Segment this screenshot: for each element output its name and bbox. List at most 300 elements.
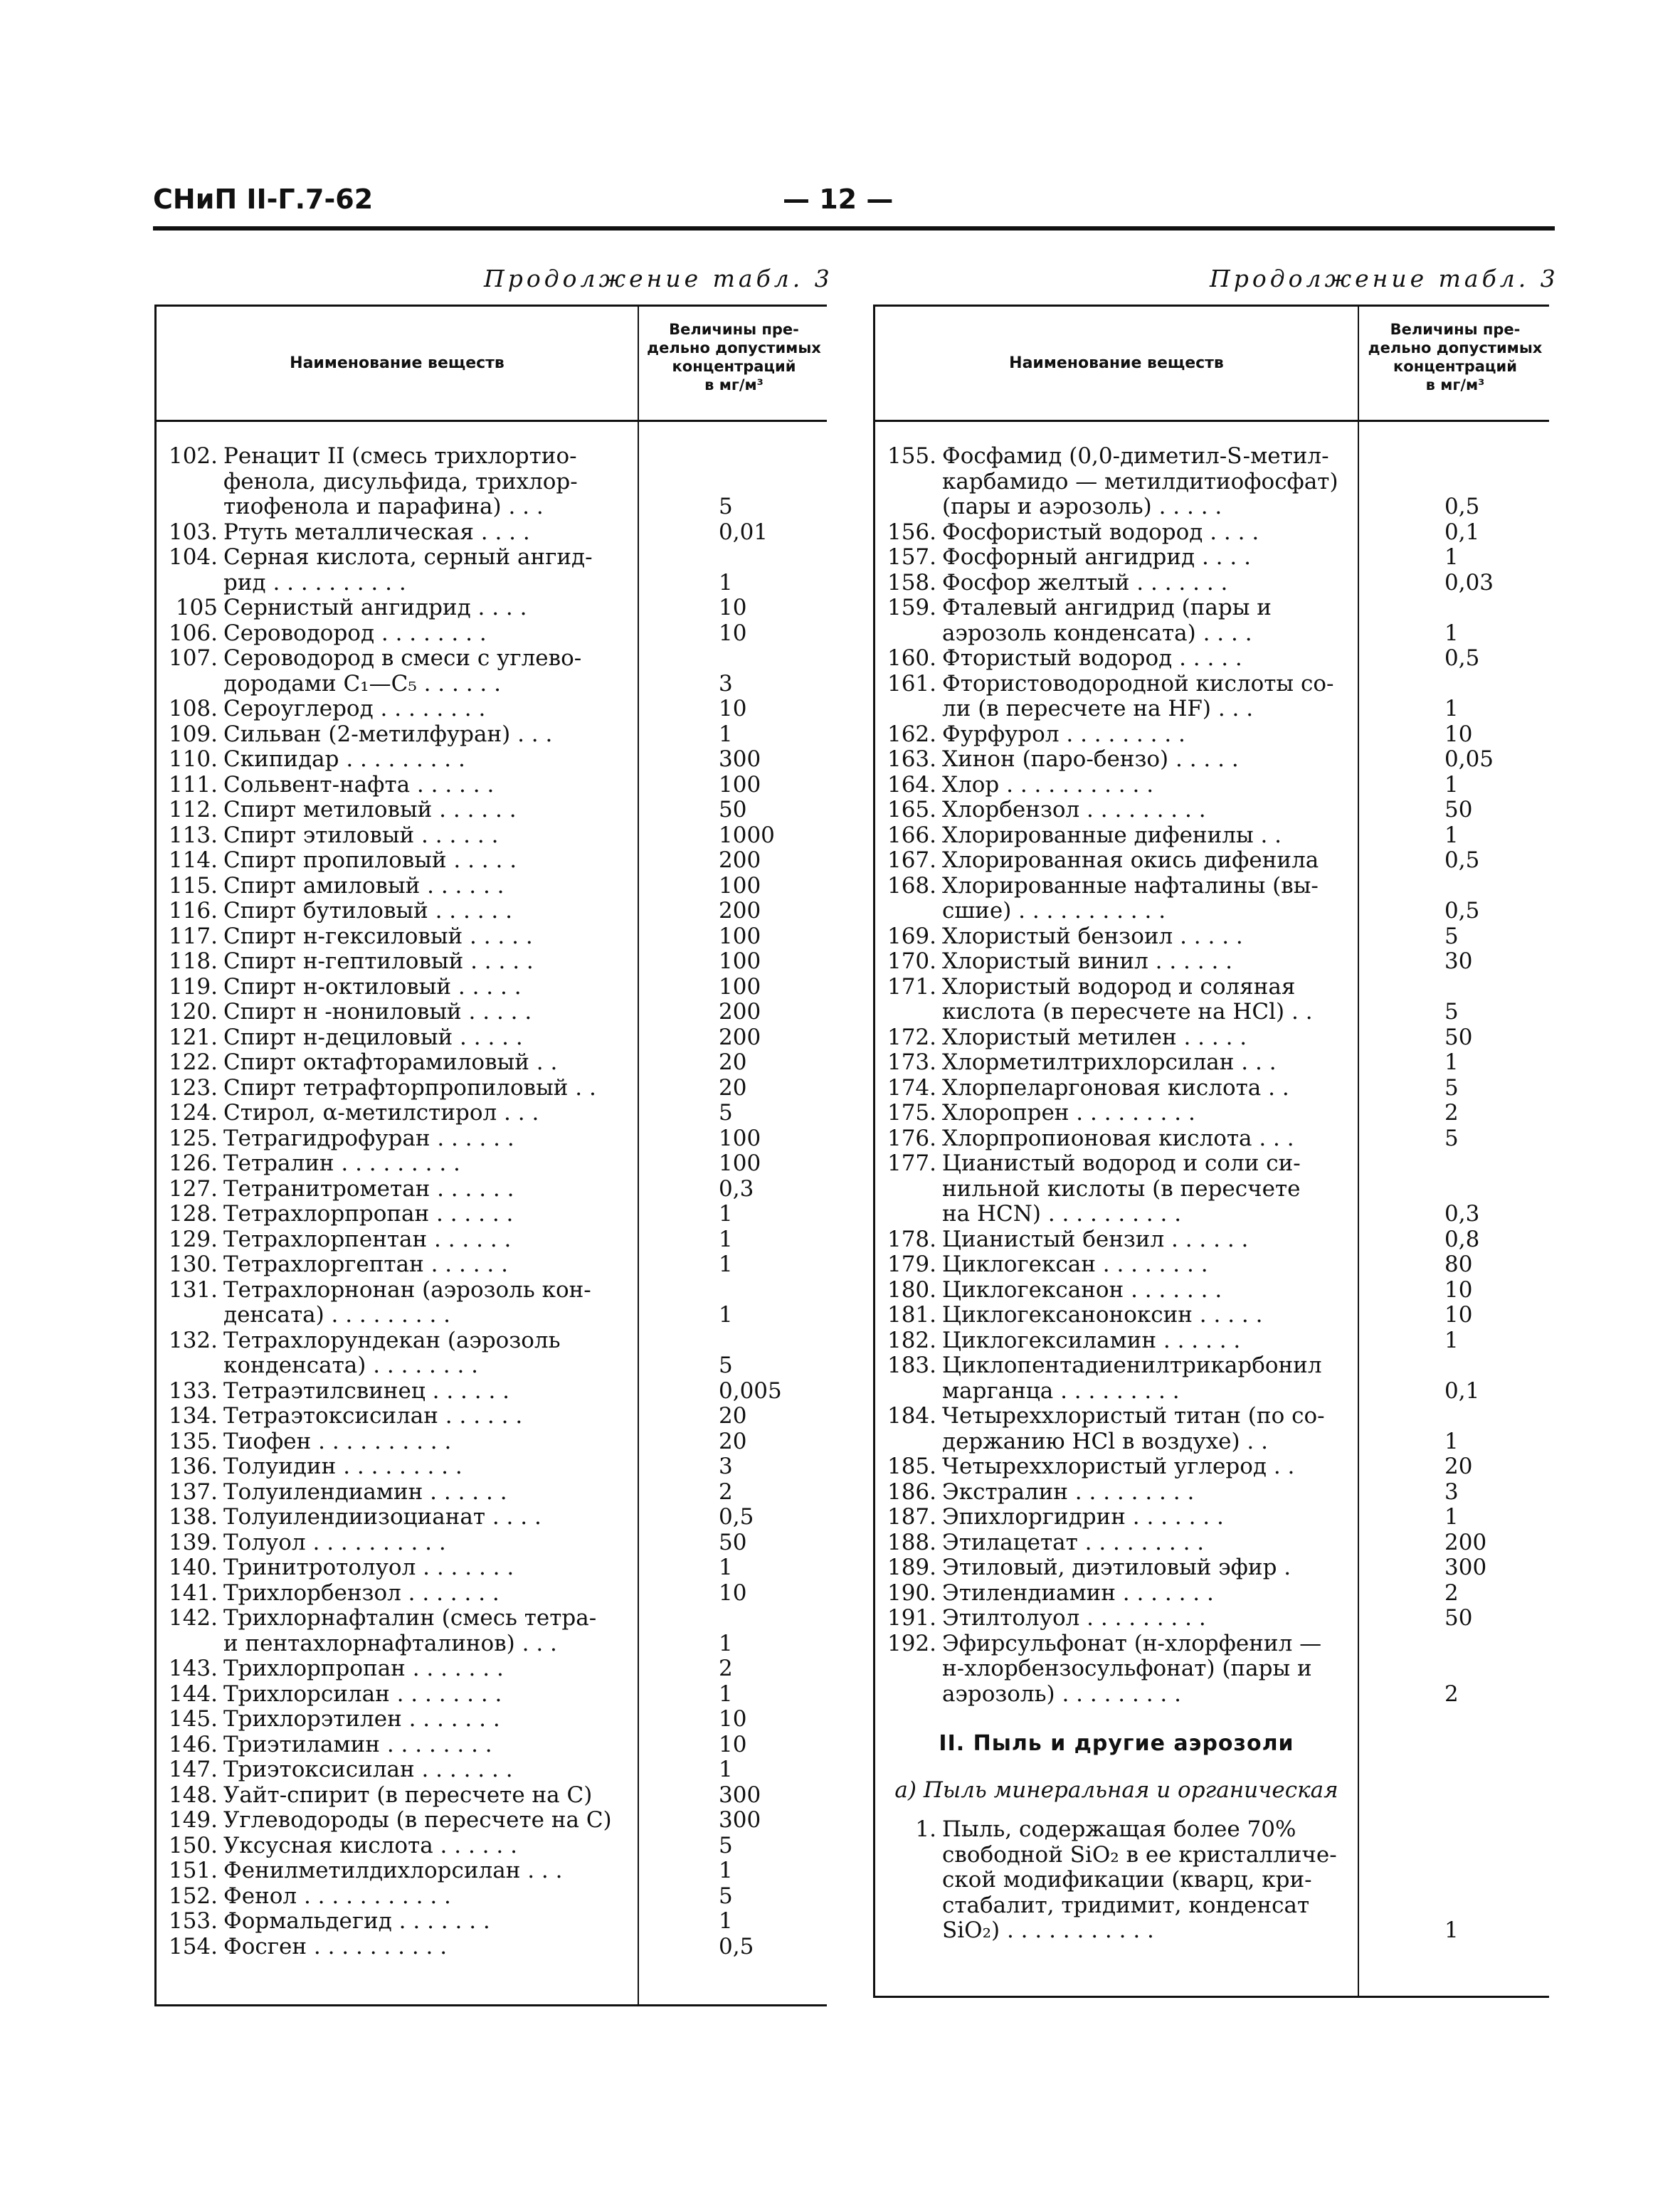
table-row (157, 1151, 827, 1177)
substance-name (223, 444, 630, 520)
substance-name-line: Ренацит II (смесь трихлортио- (223, 444, 577, 469)
table-row (157, 747, 827, 773)
substance-name (223, 1783, 630, 1809)
concentration-value: 1 (1444, 1049, 1459, 1075)
concentration-value: 1 (719, 1226, 733, 1252)
row-number: 126. (168, 1150, 218, 1176)
concentration-value: 10 (1444, 1276, 1473, 1303)
concentration-value: 0,5 (1444, 847, 1480, 873)
substance-name-line: аэрозоль конденсата) . . . . (942, 620, 1252, 646)
substance-name-line: Хлор . . . . . . . . . . . (942, 772, 1154, 798)
row-number: 110. (168, 746, 218, 772)
concentration-value: 300 (719, 1807, 761, 1833)
concentration-value: 1 (719, 721, 733, 747)
substance-name (223, 1328, 630, 1379)
table-frame (873, 305, 1549, 1998)
substance-name (942, 773, 1349, 798)
row-number: 131. (168, 1276, 218, 1303)
table-row (875, 1076, 1549, 1101)
substance-name-line: Циклопентадиенилтрикарбонил (942, 1353, 1322, 1378)
table-row (875, 1278, 1549, 1303)
substance-name-line: Хлористый винил . . . . . . (942, 949, 1233, 974)
row-number: 123. (168, 1074, 218, 1101)
row-number: 107. (168, 645, 218, 671)
substance-name (942, 1101, 1349, 1126)
header-value-line: Величины пре- (1390, 321, 1521, 338)
substance-name-line: Хлорированные дифенилы . . (942, 822, 1282, 848)
substance-name-line: рид . . . . . . . . . . (223, 570, 406, 596)
concentration-value: 3 (719, 1454, 733, 1479)
substance-name-line: Хинон (паро-бензо) . . . . . (942, 747, 1239, 772)
table-row (157, 1505, 827, 1530)
row-number: 136. (168, 1454, 218, 1479)
substance-name (942, 1404, 1349, 1454)
substance-name-line: н-хлорбензосульфонат) (пары и (942, 1656, 1312, 1681)
row-number: 173. (887, 1049, 936, 1075)
table-row (157, 975, 827, 1000)
table-row (157, 1101, 827, 1126)
substance-name (223, 899, 630, 924)
row-number: 179. (887, 1252, 936, 1277)
substance-name-line: SiO₂) . . . . . . . . . . . (942, 1918, 1154, 1943)
concentration-value: 5 (1444, 1074, 1459, 1101)
substance-name (942, 1328, 1349, 1354)
concentration-value: 0,5 (719, 1933, 754, 1959)
substance-name-line: Толуол . . . . . . . . . . (223, 1530, 446, 1555)
table-header-rule (157, 420, 827, 422)
substance-name-line: аэрозоль) . . . . . . . . . (942, 1681, 1181, 1707)
concentration-value: 100 (719, 1150, 761, 1176)
row-number: 105 (175, 595, 218, 620)
substance-name (223, 520, 630, 546)
substance-name-line: Тетранитрометан . . . . . . (223, 1176, 514, 1202)
concentration-value: 1 (1444, 620, 1459, 646)
row-number: 163. (887, 746, 936, 772)
substance-name-line: Формальдегид . . . . . . . (223, 1909, 490, 1934)
concentration-value: 300 (719, 1782, 761, 1808)
substance-name (942, 1353, 1349, 1404)
substance-name-line: Хлорбензол . . . . . . . . . (942, 798, 1206, 822)
table-row (157, 1025, 827, 1051)
table-row (157, 874, 827, 899)
substance-name-line: Фосфор желтый . . . . . . . (942, 570, 1228, 596)
table-row (157, 1757, 827, 1783)
table-row (875, 798, 1549, 823)
table-row (157, 1858, 827, 1884)
row-number: 167. (887, 847, 936, 873)
substance-name (223, 1151, 630, 1177)
substance-name-line: Цианистый бензил . . . . . . (942, 1227, 1249, 1252)
substance-name-line: Триэтоксисилан . . . . . . . (223, 1757, 513, 1782)
substance-name (942, 1227, 1349, 1253)
table-row (875, 1303, 1549, 1328)
substance-name-line: и пентахлорнафталинов) . . . (223, 1631, 557, 1656)
concentration-value: 1 (719, 1630, 733, 1656)
substance-name-line: Спирт н-гептиловый . . . . . (223, 949, 534, 974)
row-number: 1. (915, 1816, 936, 1842)
row-number: 168. (887, 872, 936, 899)
substance-name-line: Хлорметилтрихлорсилан . . . (942, 1050, 1277, 1075)
concentration-value: 1 (719, 1858, 733, 1883)
table-row (157, 444, 827, 520)
table-row (157, 1227, 827, 1253)
row-number: 113. (168, 822, 218, 848)
table-row (875, 975, 1549, 1025)
table-row (875, 823, 1549, 849)
row-number: 154. (168, 1933, 218, 1959)
substance-name (942, 596, 1349, 646)
substance-name (942, 848, 1349, 874)
substance-name (223, 1126, 630, 1152)
row-number: 111. (168, 771, 218, 798)
substance-name (223, 1884, 630, 1910)
substance-name (223, 545, 630, 596)
row-number: 128. (168, 1201, 218, 1227)
table-row (157, 899, 827, 924)
substance-name (942, 874, 1349, 924)
substance-name-line: Трихлорсилан . . . . . . . . (223, 1681, 502, 1707)
concentration-value: 200 (719, 847, 761, 873)
row-number: 160. (887, 645, 936, 671)
substance-name-line: Спирт амиловый . . . . . . (223, 873, 504, 899)
row-number: 184. (887, 1403, 936, 1429)
row-number: 166. (887, 822, 936, 848)
row-number: 150. (168, 1832, 218, 1858)
concentration-value: 80 (1444, 1252, 1473, 1277)
table-top-rule (875, 305, 1549, 307)
concentration-value: 2 (719, 1478, 733, 1505)
table-row (875, 1025, 1549, 1051)
row-number: 132. (168, 1327, 218, 1353)
substance-name-line: Толуидин . . . . . . . . . (223, 1454, 463, 1479)
table-row (157, 1884, 827, 1910)
table-row (157, 1480, 827, 1506)
substance-name (942, 1631, 1349, 1708)
row-number: 108. (168, 696, 218, 721)
row-number: 144. (168, 1681, 218, 1707)
table-row (157, 1581, 827, 1607)
substance-name-line: Уайт-спирит (в пересчете на С) (223, 1782, 593, 1808)
substance-name-line: Спирт октафторамиловый . . (223, 1050, 558, 1075)
concentration-value: 50 (719, 1529, 747, 1555)
concentration-value: 5 (1444, 999, 1459, 1025)
substance-name-line: Этилендиамин . . . . . . . (942, 1580, 1214, 1606)
row-number: 153. (168, 1908, 218, 1934)
substance-name-line: Хлорированная окись дифенила (942, 848, 1319, 873)
row-number: 142. (168, 1605, 218, 1631)
row-number: 169. (887, 923, 936, 949)
substance-name (942, 949, 1349, 975)
header-name-column: Наименование веществ (1009, 354, 1224, 372)
concentration-value: 1 (719, 1252, 733, 1277)
concentration-value: 0,03 (1444, 569, 1494, 596)
concentration-value: 1000 (719, 822, 775, 848)
table-row (875, 1328, 1549, 1354)
table-row (875, 1505, 1549, 1530)
substance-name-line: конденсата) . . . . . . . . (223, 1353, 479, 1378)
substance-name-line: Уксусная кислота . . . . . . (223, 1833, 517, 1858)
table-row (157, 823, 827, 849)
table-top-rule (157, 305, 827, 307)
row-number: 109. (168, 721, 218, 747)
substance-name (942, 520, 1349, 546)
substance-name (942, 1126, 1349, 1152)
substance-name (223, 1682, 630, 1708)
substance-name-line: Хлористый бензоил . . . . . (942, 924, 1243, 949)
substance-name-line: Трихлорпропан . . . . . . . (223, 1656, 504, 1681)
substance-name (223, 1379, 630, 1404)
substance-name (223, 1757, 630, 1783)
substance-name-line: Скипидар . . . . . . . . . (223, 747, 465, 772)
row-number: 139. (168, 1529, 218, 1555)
table-row (157, 1909, 827, 1935)
table-row (157, 722, 827, 748)
concentration-value: 100 (719, 923, 761, 949)
substance-name-line: марганца . . . . . . . . . (942, 1378, 1180, 1404)
table-row (157, 1076, 827, 1101)
substance-name (942, 1555, 1349, 1581)
row-number: 121. (168, 1024, 218, 1050)
concentration-value: 20 (719, 1049, 747, 1075)
concentration-value: 1 (1444, 696, 1459, 721)
section-title: II. Пыль и другие аэрозоли (939, 1731, 1294, 1756)
row-number: 130. (168, 1252, 218, 1277)
substance-name-line: держанию HCl в воздухе) . . (942, 1429, 1268, 1454)
substance-name-line: Спирт тетрафторпропиловый . . (223, 1075, 596, 1101)
substance-name (942, 1252, 1349, 1278)
concentration-value: 20 (719, 1074, 747, 1101)
concentration-value: 0,3 (1444, 1201, 1480, 1227)
row-number: 127. (168, 1175, 218, 1202)
row-number: 141. (168, 1580, 218, 1606)
row-number: 186. (887, 1478, 936, 1505)
row-number: 177. (887, 1150, 936, 1176)
substance-name (223, 722, 630, 748)
row-number: 180. (887, 1276, 936, 1303)
row-number: 118. (168, 948, 218, 974)
substance-name (942, 1076, 1349, 1101)
row-number: 106. (168, 620, 218, 646)
concentration-value: 300 (1444, 1555, 1487, 1580)
substance-name-line: Спирт метиловый . . . . . . (223, 798, 517, 822)
table-row (875, 924, 1549, 950)
substance-name (942, 1025, 1349, 1051)
header-value-line: Величины пре- (669, 321, 799, 338)
substance-name-line: нильной кислоты (в пересчете (942, 1176, 1301, 1202)
row-number: 170. (887, 948, 936, 974)
substance-name (223, 1227, 630, 1253)
substance-name (223, 823, 630, 849)
concentration-value: 200 (719, 1024, 761, 1050)
substance-name-line: карбамидо — метилдитиофосфат) (942, 469, 1338, 494)
table-row (157, 1404, 827, 1429)
row-number: 145. (168, 1706, 218, 1732)
table-row (157, 1808, 827, 1834)
substance-name-line: Хлорированные нафталины (вы- (942, 873, 1319, 899)
substance-name (223, 1025, 630, 1051)
concentration-value: 10 (719, 696, 747, 721)
table-row (875, 672, 1549, 722)
substance-name-line: сшие) . . . . . . . . . . . (942, 899, 1166, 924)
substance-name (223, 1252, 630, 1278)
table-row (157, 1202, 827, 1227)
table-row (157, 1707, 827, 1732)
concentration-value: 1 (1444, 1428, 1459, 1454)
concentration-value: 10 (719, 1580, 747, 1606)
table-row (157, 1606, 827, 1656)
row-number: 165. (887, 797, 936, 822)
substance-name (942, 444, 1349, 520)
table-row (875, 1227, 1549, 1253)
table-bottom-rule (875, 1996, 1549, 1998)
substance-name-line: на HCN) . . . . . . . . . . (942, 1202, 1182, 1227)
substance-name (942, 924, 1349, 950)
substance-name (942, 975, 1349, 1025)
concentration-value: 1 (719, 1757, 733, 1782)
row-number: 147. (168, 1757, 218, 1782)
substance-name (223, 798, 630, 823)
substance-name (223, 1935, 630, 1960)
substance-name-line: Этилацетат . . . . . . . . . (942, 1530, 1205, 1555)
substance-name (942, 747, 1349, 773)
concentration-value: 2 (1444, 1580, 1459, 1606)
concentration-value: 100 (719, 973, 761, 1000)
substance-name-line: Спирт бутиловый . . . . . . (223, 899, 512, 924)
substance-name (223, 975, 630, 1000)
table-row (875, 571, 1549, 596)
substance-name (942, 1480, 1349, 1506)
row-number: 129. (168, 1226, 218, 1252)
concentration-value: 0,8 (1444, 1226, 1480, 1252)
substance-name-line: тиофенола и парафина) . . . (223, 494, 544, 519)
concentration-value: 10 (719, 595, 747, 620)
table-row (157, 1278, 827, 1328)
substance-name-line: Углеводороды (в пересчете на С) (223, 1808, 612, 1833)
substance-name (942, 1530, 1349, 1556)
table-row (875, 949, 1549, 975)
substance-name (942, 798, 1349, 823)
substance-name (942, 1278, 1349, 1303)
substance-name (942, 1050, 1349, 1076)
table-row (875, 646, 1549, 672)
concentration-value: 5 (1444, 1125, 1459, 1151)
substance-name-line: Тетраэтилсвинец . . . . . . (223, 1378, 510, 1404)
row-number: 172. (887, 1024, 936, 1050)
substance-name (223, 848, 630, 874)
row-number: 115. (168, 872, 218, 899)
table-row (875, 1050, 1549, 1076)
substance-name-line: Толуилендиамин . . . . . . (223, 1479, 507, 1505)
substance-name (942, 1303, 1349, 1328)
substance-name-line: Сольвент-нафта . . . . . . (223, 772, 495, 798)
row-number: 133. (168, 1377, 218, 1404)
table-row (875, 1555, 1549, 1581)
row-number: 178. (887, 1226, 936, 1252)
table-row (875, 444, 1549, 520)
substance-name-line: Стирол, α-метилстирол . . . (223, 1101, 539, 1126)
document-code: СНиП II-Г.7-62 (153, 184, 374, 215)
substance-name-line: Фосфамид (0,0-диметил-S-метил- (942, 444, 1329, 469)
concentration-value: 100 (719, 872, 761, 899)
substance-name-line: Четыреххлористый титан (по со- (942, 1404, 1325, 1429)
table-row (157, 1126, 827, 1152)
substance-name-line: Фосфористый водород . . . . (942, 519, 1259, 545)
row-number: 192. (887, 1630, 936, 1656)
row-number: 122. (168, 1049, 218, 1075)
row-number: 187. (887, 1504, 936, 1530)
substance-name (223, 1858, 630, 1884)
substance-name (223, 747, 630, 773)
row-number: 135. (168, 1428, 218, 1454)
substance-name-line: Тринитротолуол . . . . . . . (223, 1555, 514, 1580)
table-bottom-rule (157, 2004, 827, 2006)
substance-name-line: Тиофен . . . . . . . . . . (223, 1429, 452, 1454)
page-header (153, 184, 1555, 228)
substance-name-line: Сернистый ангидрид . . . . (223, 596, 527, 620)
substance-name (942, 571, 1349, 596)
row-number: 159. (887, 595, 936, 620)
table-row (157, 949, 827, 975)
table-row (157, 1834, 827, 1859)
substance-name (223, 697, 630, 722)
concentration-value: 100 (719, 771, 761, 798)
substance-name (223, 1808, 630, 1834)
concentration-value: 1 (719, 1302, 733, 1328)
substance-name-line: Хлористый метилен . . . . . (942, 1025, 1247, 1050)
concentration-value: 100 (719, 1125, 761, 1151)
substance-name-line: Трихлорнафталин (смесь тетра- (223, 1606, 597, 1631)
substance-name-line: Сильван (2-метилфуран) . . . (223, 721, 553, 747)
row-number: 148. (168, 1782, 218, 1808)
row-number: 120. (168, 999, 218, 1025)
substance-name-line: Пыль, содержащая более 70% (942, 1817, 1296, 1842)
substance-name-line: фенола, дисульфида, трихлор- (223, 469, 578, 494)
row-number: 175. (887, 1100, 936, 1126)
substance-name-line: Тетрахлорпентан . . . . . . (223, 1227, 512, 1252)
row-number: 161. (887, 670, 936, 697)
table-row (875, 1404, 1549, 1454)
substance-name (223, 1429, 630, 1455)
header-value-column (1359, 320, 1551, 394)
concentration-value: 50 (719, 797, 747, 822)
substance-name-line: Хлорпеларгоновая кислота . . (942, 1075, 1289, 1101)
concentration-value: 10 (719, 1706, 747, 1732)
table-row (875, 1252, 1549, 1278)
row-number: 162. (887, 721, 936, 747)
substance-name (223, 1454, 630, 1480)
row-number: 152. (168, 1883, 218, 1909)
row-number: 102. (168, 443, 218, 469)
substance-name-line: Четыреххлористый углерод . . (942, 1454, 1295, 1479)
table-row (875, 722, 1549, 748)
concentration-value: 10 (1444, 721, 1473, 747)
concentration-value: 1 (719, 1555, 733, 1580)
table-row (875, 1581, 1549, 1607)
substance-name (223, 1000, 630, 1025)
substance-name (223, 1656, 630, 1682)
table-row (157, 1454, 827, 1480)
table-row (157, 1050, 827, 1076)
concentration-value: 5 (1444, 923, 1459, 949)
substance-name (223, 1606, 630, 1656)
substance-name (223, 924, 630, 950)
row-number: 188. (887, 1529, 936, 1555)
row-number: 137. (168, 1478, 218, 1505)
concentration-value: 0,005 (719, 1377, 782, 1404)
row-number: 140. (168, 1555, 218, 1580)
concentration-value: 0,5 (1444, 494, 1480, 519)
substance-name-line: Фенилметилдихлорсилан . . . (223, 1858, 563, 1883)
